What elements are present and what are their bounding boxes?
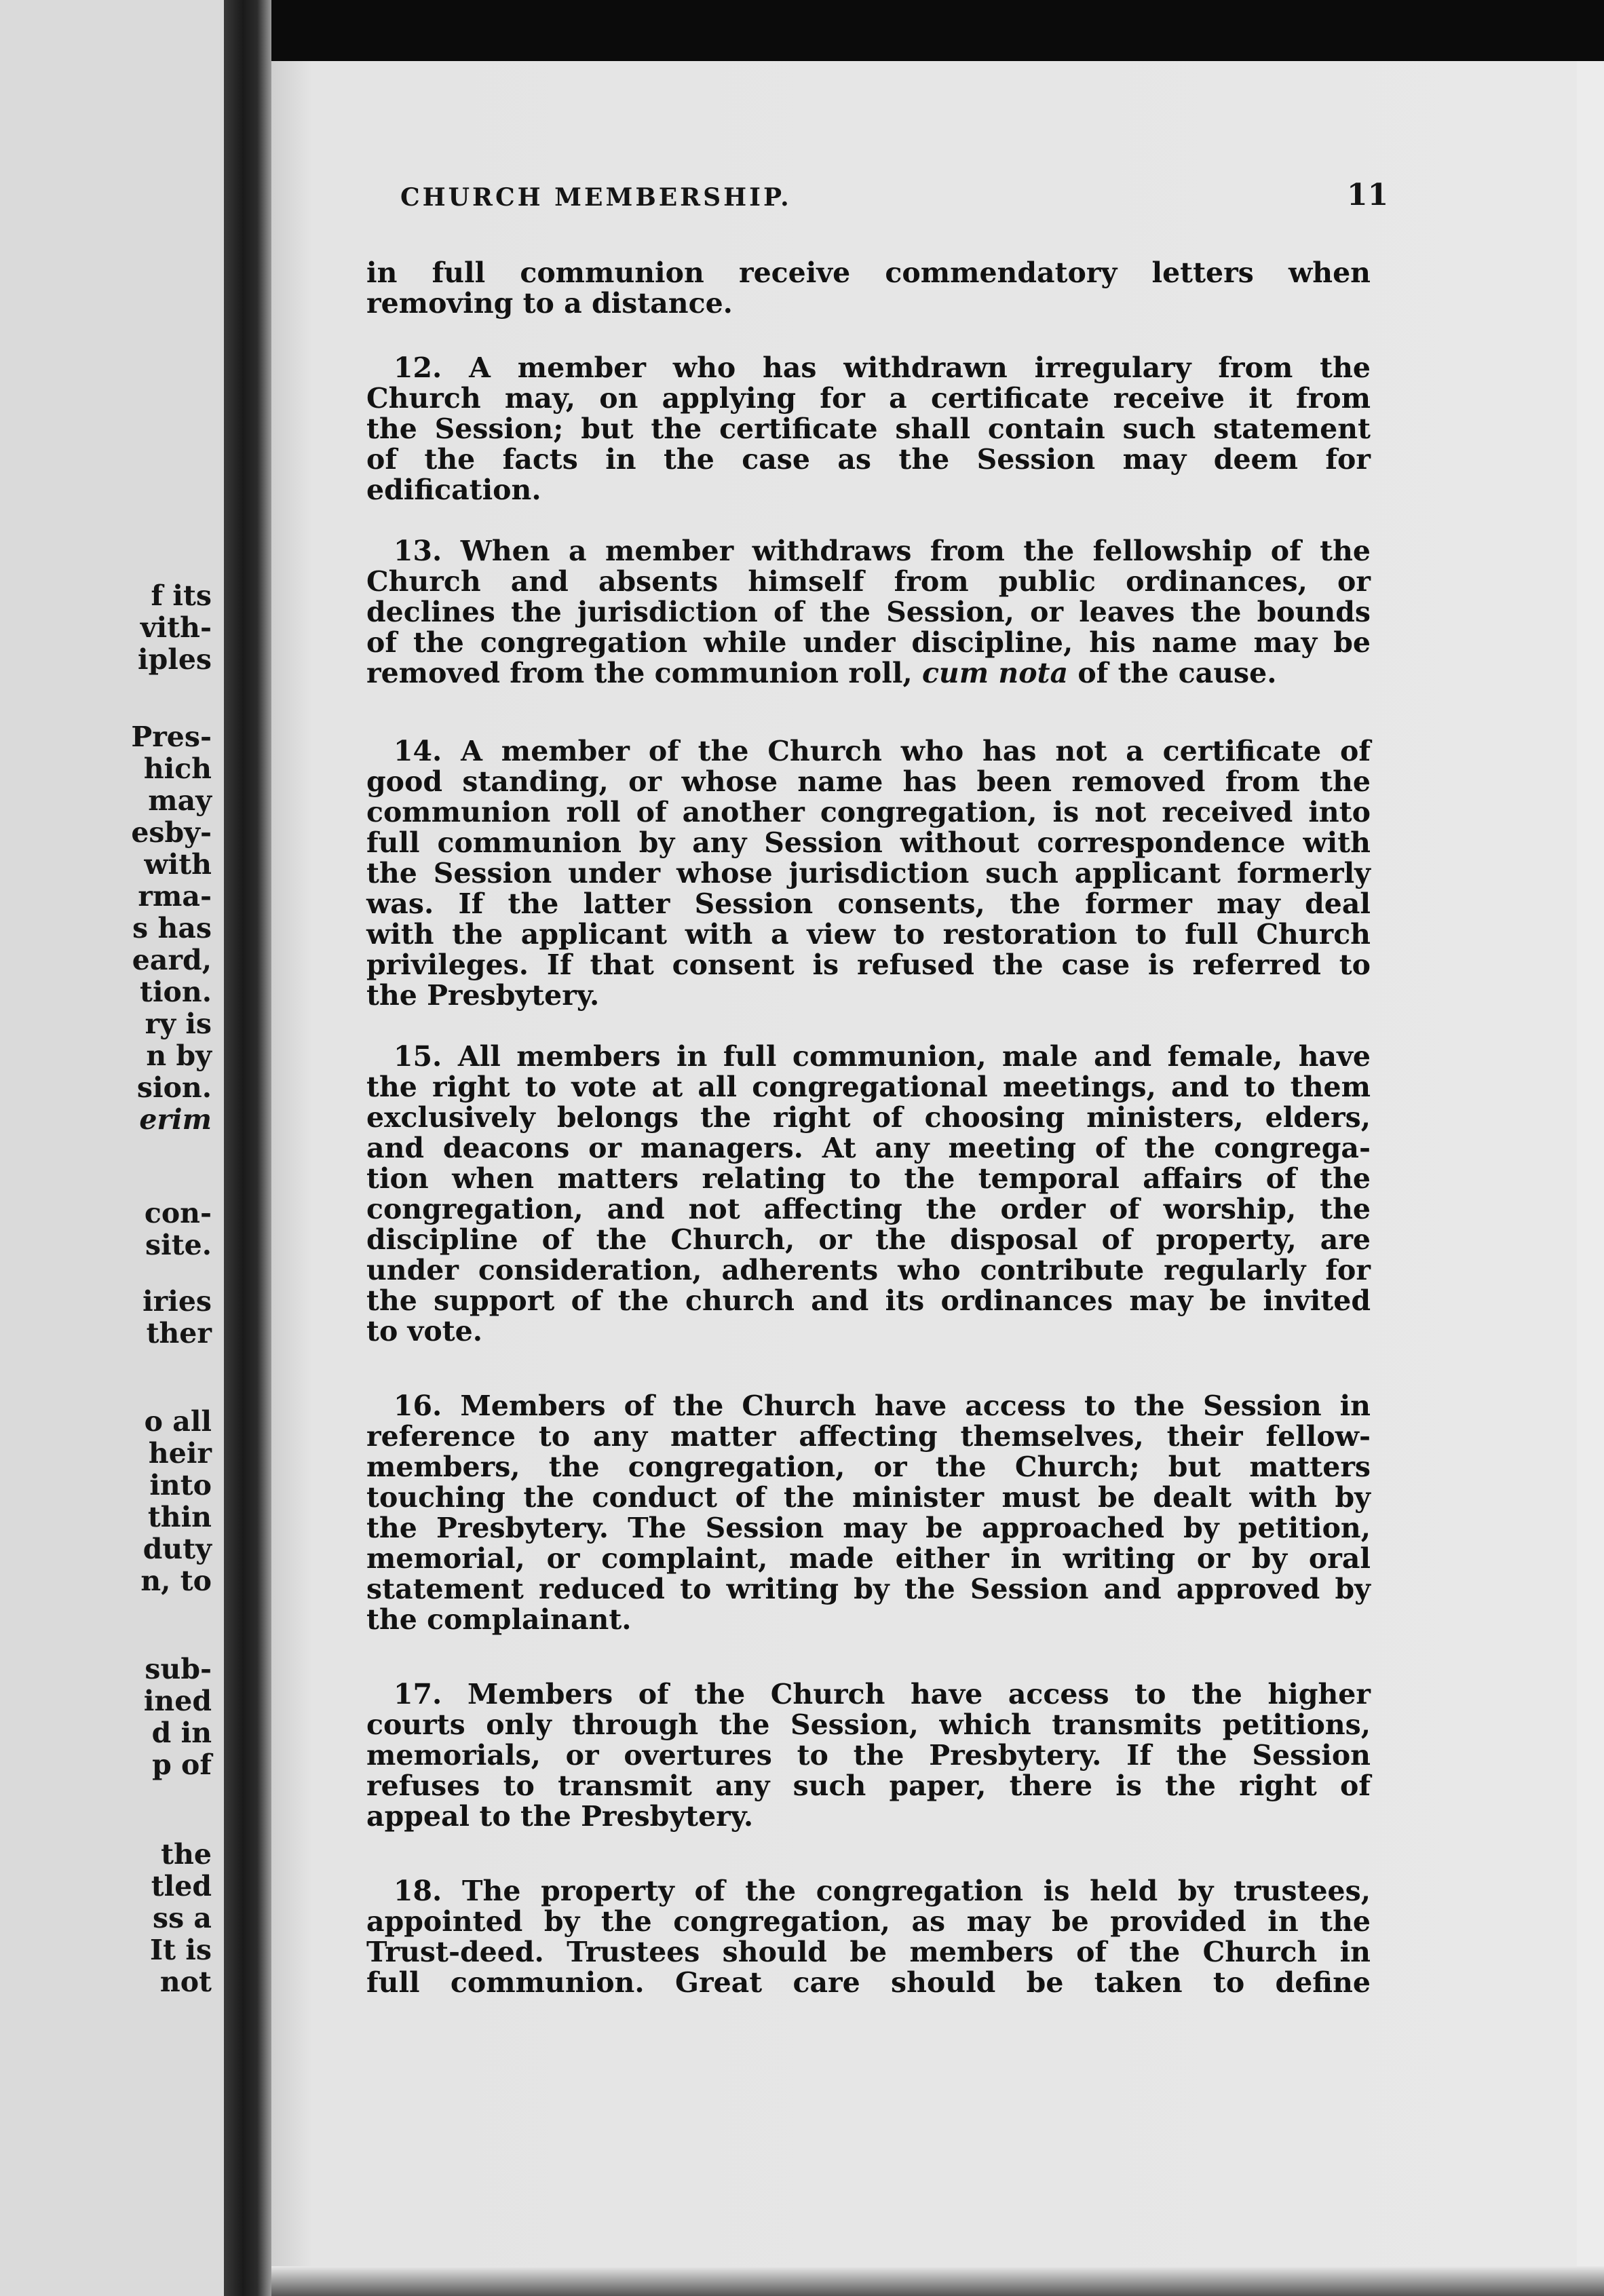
text-line: full communion by any Session without correspondence with xyxy=(366,826,1371,859)
section-first-line xyxy=(366,736,1371,767)
text-line: with the applicant with a view to restoration to full Church xyxy=(366,918,1371,951)
text-line: appointed by the congregation, as may be provided in the xyxy=(366,1905,1371,1938)
running-title: CHURCH MEMBERSHIP. xyxy=(400,183,792,212)
section-14 xyxy=(366,736,1371,1011)
text-line: of the facts in the case as the Session may deem for xyxy=(366,443,1371,476)
section-number: 14. xyxy=(394,735,442,767)
text-line: in full communion receive commendatory letters when xyxy=(366,256,1371,289)
text-line: the Session; but the certificate shall contain such statement xyxy=(366,413,1371,445)
text-line: Members of the Church have access to the higher xyxy=(467,1678,1371,1710)
section-number: 15. xyxy=(394,1040,442,1073)
page-edge xyxy=(1577,61,1604,2296)
text-line: of the congregation while under discipline, his name may be xyxy=(366,626,1371,659)
facing-page-text-fragment: duty xyxy=(142,1533,212,1565)
text-line: The property of the congregation is held by trustees, xyxy=(462,1875,1371,1907)
facing-page-text-fragment: iries xyxy=(142,1285,212,1318)
text-line: members, the congregation, or the Church; but matters xyxy=(366,1451,1371,1483)
text-line: the support of the church and its ordinances may be invited xyxy=(366,1284,1371,1317)
text-line: the Presbytery. xyxy=(366,979,600,1012)
section-15 xyxy=(366,1041,1371,1347)
text-line: privileges. If that consent is refused the case is referred to xyxy=(366,949,1371,981)
page-bottom-shadow xyxy=(271,2266,1604,2296)
text-line: A member who has withdrawn irregulary from the xyxy=(469,351,1371,384)
text-line: the Session under whose jurisdiction such applicant formerly xyxy=(366,857,1371,889)
text-line: refuses to transmit any such paper, there is the right of xyxy=(366,1769,1371,1802)
facing-page-text-fragment: erim xyxy=(139,1103,212,1136)
text-segment: removed from the communion roll, xyxy=(366,657,922,689)
text-line: Trust-deed. Trustees should be members of the Church in xyxy=(366,1936,1371,1968)
facing-page-text-fragment: p of xyxy=(152,1748,212,1781)
facing-page-text-fragment: tion. xyxy=(140,976,212,1008)
facing-page-text-fragment: f its xyxy=(151,579,212,612)
text-line: tion when matters relating to the temporal affairs of the xyxy=(366,1162,1371,1195)
facing-page-text-fragment: ry is xyxy=(145,1008,212,1040)
section-number: 12. xyxy=(394,351,442,384)
section-12 xyxy=(366,353,1371,505)
text-line: memorials, or overtures to the Presbytery. If the Session xyxy=(366,1739,1371,1772)
section-first-line xyxy=(366,536,1371,567)
section-first-line xyxy=(366,353,1371,383)
text-line: reference to any matter affecting themselves, their fellow- xyxy=(366,1420,1371,1453)
facing-page-text-fragment: esby- xyxy=(131,816,212,849)
section-number: 17. xyxy=(394,1678,442,1710)
text-line: the Presbytery. The Session may be approached by petition, xyxy=(366,1512,1371,1544)
section-first-line xyxy=(366,1679,1371,1710)
text-line: touching the conduct of the minister must be dealt with by xyxy=(366,1481,1371,1514)
facing-page-text-fragment: site. xyxy=(145,1229,212,1261)
section-18 xyxy=(366,1876,1371,1998)
facing-page-text-fragment: n, to xyxy=(140,1565,212,1597)
text-line: and deacons or managers. At any meeting of the congrega- xyxy=(366,1132,1371,1164)
text-line: courts only through the Session, which transmits petitions, xyxy=(366,1708,1371,1741)
text-line: communion roll of another congregation, is not received into xyxy=(366,796,1371,828)
section-number: 13. xyxy=(394,535,442,567)
text-line: Church and absents himself from public ordinances, or xyxy=(366,565,1371,598)
facing-page-text-fragment: iples xyxy=(138,643,212,676)
text-line: to vote. xyxy=(366,1315,483,1347)
text-line: Members of the Church have access to the Session in xyxy=(460,1390,1371,1422)
facing-page-text-fragment: eard, xyxy=(132,944,212,976)
facing-page-text-fragment: vith- xyxy=(140,611,212,644)
text-line: When a member withdraws from the fellowship of the xyxy=(460,535,1371,567)
facing-page-text-fragment: Pres- xyxy=(131,721,212,753)
facing-page-text-fragment: heir xyxy=(148,1437,212,1470)
facing-page-text-fragment: the xyxy=(161,1838,212,1871)
text-line: edification. xyxy=(366,474,541,506)
facing-page-text-fragment: tled xyxy=(151,1870,212,1902)
facing-page-text-fragment: not xyxy=(159,1966,212,1998)
text-line: full communion. Great care should be taken to define xyxy=(366,1966,1371,1999)
latin-phrase: cum nota xyxy=(921,657,1069,689)
facing-page-text-fragment: o all xyxy=(144,1405,212,1438)
section-first-line xyxy=(366,1391,1371,1421)
facing-page-text-fragment: ther xyxy=(146,1317,212,1350)
text-line: exclusively belongs the right of choosing ministers, elders, xyxy=(366,1101,1371,1134)
section-number: 18. xyxy=(394,1875,442,1907)
facing-page-text-fragment: rma- xyxy=(138,880,212,913)
facing-page-text-fragment: sion. xyxy=(136,1071,212,1104)
facing-page-text-fragment: ss a xyxy=(152,1902,212,1934)
facing-page-text-fragment: s has xyxy=(132,912,212,944)
paragraph-continuation xyxy=(366,258,1371,319)
text-line: All members in full communion, male and female, have xyxy=(457,1040,1371,1073)
facing-page-text-fragment: with xyxy=(144,848,212,881)
text-line: good standing, or whose name has been removed from the xyxy=(366,765,1371,798)
facing-page-text-fragment: n by xyxy=(146,1039,212,1072)
text-line: declines the jurisdiction of the Session, or leaves the bounds xyxy=(366,596,1371,628)
text-line xyxy=(366,658,1371,689)
facing-page-text-fragment: thin xyxy=(147,1501,212,1533)
text-line: under consideration, adherents who contribute regularly for xyxy=(366,1254,1371,1286)
section-17 xyxy=(366,1679,1371,1832)
section-13 xyxy=(366,536,1371,689)
text-line: statement reduced to writing by the Session and approved by xyxy=(366,1573,1371,1605)
text-line: discipline of the Church, or the disposal of property, are xyxy=(366,1223,1371,1256)
section-first-line xyxy=(366,1876,1371,1907)
facing-page-text-fragment: d in xyxy=(151,1717,212,1749)
facing-page-text-fragment: may xyxy=(148,784,212,817)
text-segment: of the cause. xyxy=(1068,657,1277,689)
text-line: the right to vote at all congregational meetings, and to them xyxy=(366,1071,1371,1103)
facing-page-text-fragment: It is xyxy=(149,1934,212,1966)
facing-page-text-fragment: into xyxy=(149,1469,212,1501)
facing-page-text-fragment: hich xyxy=(143,752,212,785)
facing-page-text-fragment: con- xyxy=(144,1197,212,1229)
text-line: removing to a distance. xyxy=(366,287,733,320)
section-first-line xyxy=(366,1041,1371,1072)
book-gutter xyxy=(224,0,271,2296)
facing-page-text-fragment: ined xyxy=(143,1685,212,1717)
section-16 xyxy=(366,1391,1371,1635)
text-line: A member of the Church who has not a certificate of xyxy=(461,735,1371,767)
text-line: the complainant. xyxy=(366,1603,632,1636)
text-line: Church may, on applying for a certificate receive it from xyxy=(366,382,1371,415)
text-line: was. If the latter Session consents, the former may deal xyxy=(366,887,1371,920)
page-number: 11 xyxy=(1347,178,1389,212)
section-number: 16. xyxy=(394,1390,442,1422)
text-line: appeal to the Presbytery. xyxy=(366,1800,754,1833)
facing-page-fragment xyxy=(0,0,224,2296)
text-line: memorial, or complaint, made either in writing or by oral xyxy=(366,1542,1371,1575)
text-line: congregation, and not affecting the order of worship, the xyxy=(366,1193,1371,1225)
facing-page-text-fragment: sub- xyxy=(145,1653,212,1685)
